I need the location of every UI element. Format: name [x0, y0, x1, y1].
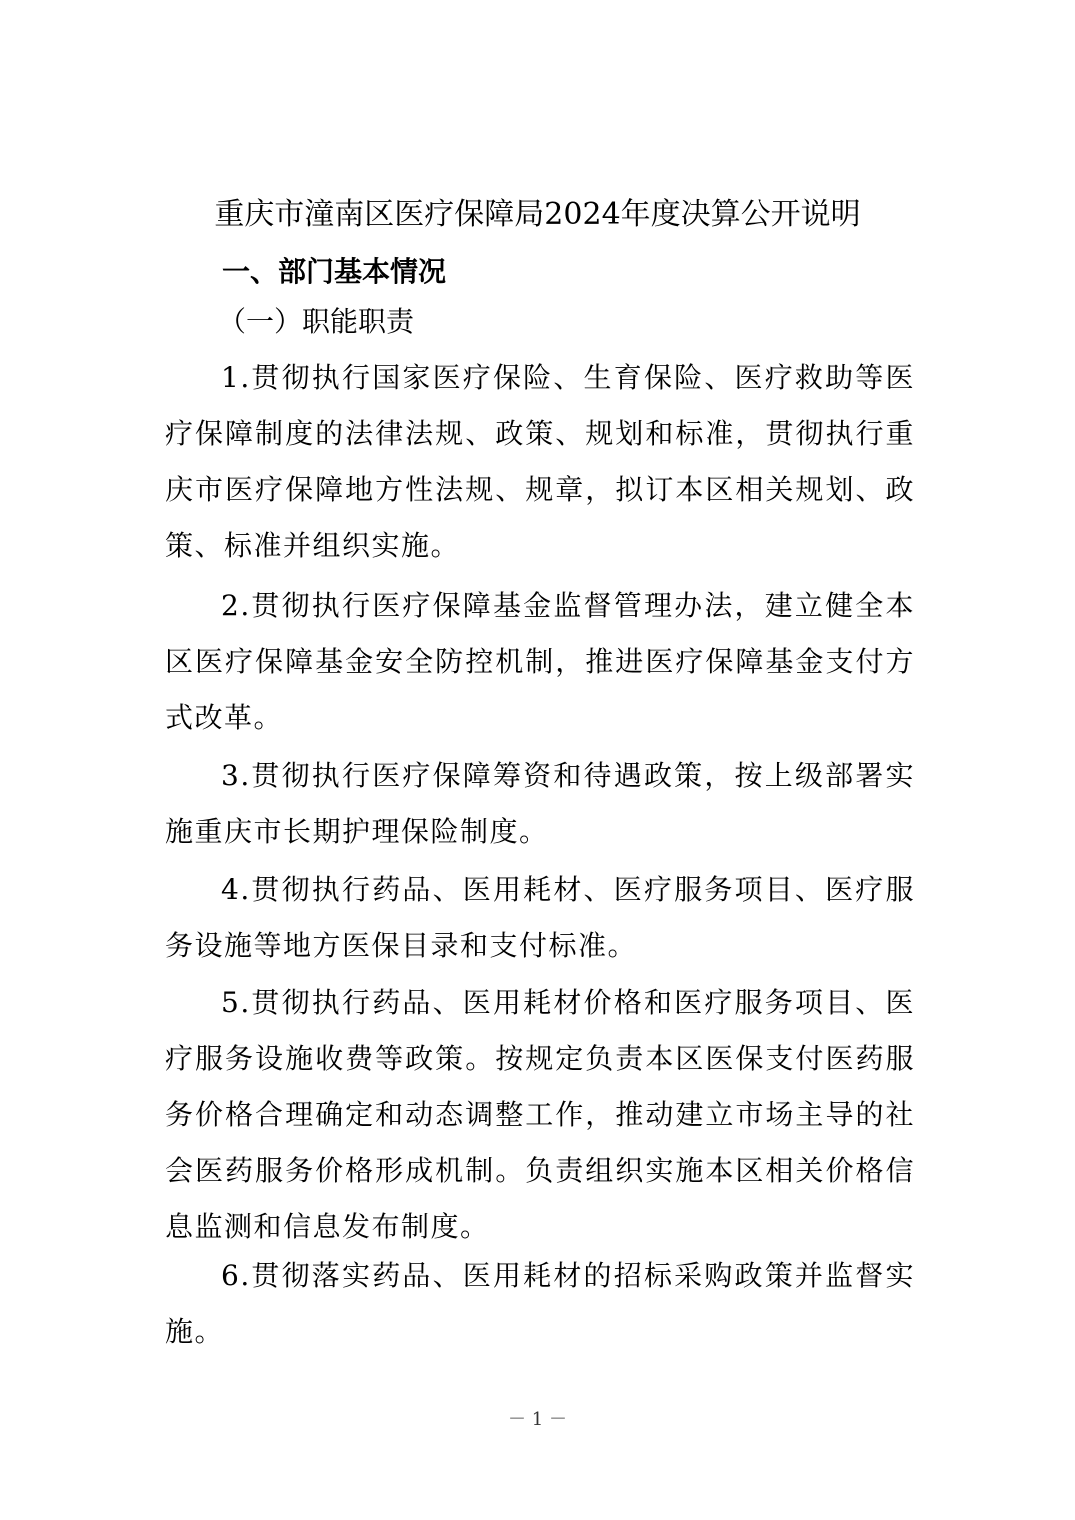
paragraph-5: 5.贯彻执行药品、医用耗材价格和医疗服务项目、医疗服务设施收费等政策。按规定负责本区医保支付医药服务价格合理确定和动态调整工作，推动建立市场主导的社会医药服务价格形成机制。负责组织实施本区相关价格信息监测和信息发布制度。	[165, 986, 915, 1243]
paragraph-6: 6.贯彻落实药品、医用耗材的招标采购政策并监督实施。	[165, 1259, 915, 1348]
paragraph-3: 3.贯彻执行医疗保障筹资和待遇政策，按上级部署实施重庆市长期护理保险制度。	[165, 759, 915, 848]
paragraph-2: 2.贯彻执行医疗保障基金监督管理办法，建立健全本区医疗保障基金安全防控机制，推进医疗保障基金支付方式改革。	[165, 589, 915, 734]
subsection-heading: （一）职能职责	[218, 305, 415, 338]
document-title: 重庆市潼南区医疗保障局2024年度决算公开说明	[214, 197, 861, 232]
paragraph-1: 1.贯彻执行国家医疗保险、生育保险、医疗救助等医疗保障制度的法律法规、政策、规划和标准，贯彻执行重庆市医疗保障地方性法规、规章，拟订本区相关规划、政策、标准并组织实施。	[165, 361, 915, 562]
paragraph-4: 4.贯彻执行药品、医用耗材、医疗服务项目、医疗服务设施等地方医保目录和支付标准。	[165, 873, 915, 962]
section-heading: 一、部门基本情况	[222, 255, 447, 288]
page-number: － 1 －	[508, 1409, 567, 1430]
